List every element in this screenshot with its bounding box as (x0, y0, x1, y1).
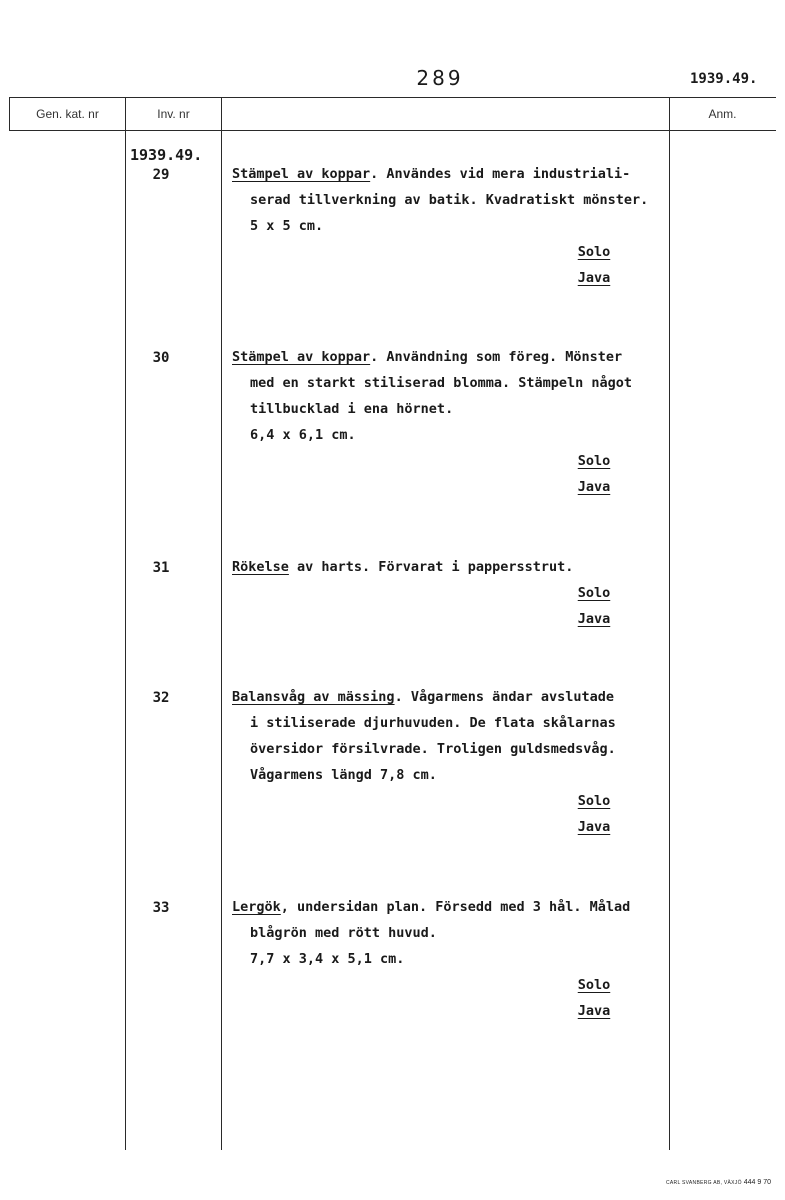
entry-text-line: blågrön med rött huvud. (250, 925, 437, 941)
entry-title: Balansvåg av mässing (232, 689, 395, 705)
form-code: 444 9 70 (743, 1179, 771, 1186)
entry-text: , undersidan plan. Försedd med 3 hål. Målad (280, 899, 631, 915)
entry-region: Java (577, 1003, 611, 1019)
column-header-gen-kat-nr: Gen. kat. nr (36, 107, 99, 121)
entry-text-line: med en starkt stiliserad blomma. Stämpeln något (250, 375, 633, 391)
entry-text-line: 6,4 x 6,1 cm. (250, 427, 356, 443)
page-number: 289 (416, 66, 464, 90)
entry-title: Lergök (232, 899, 281, 915)
entry-region: Java (577, 270, 611, 286)
entry-text-line: i stiliserade djurhuvuden. De flata skålarnas (250, 715, 616, 731)
entry-text-line: Vågarmens längd 7,8 cm. (250, 767, 437, 783)
entry-title: Stämpel av koppar (232, 349, 371, 365)
entry-region: Java (577, 611, 611, 627)
entry-place: Solo (577, 244, 611, 260)
column-divider-gen-inv (125, 97, 126, 1150)
entry-text-line: översidor försilvrade. Troligen guldsmedsvåg. (250, 741, 616, 757)
entry-text-line: tillbucklad i ena hörnet. (250, 401, 454, 417)
column-header-anm: Anm. (708, 107, 737, 121)
entry-text: . Användes vid mera industriali- (370, 166, 631, 182)
column-header-inv-nr: Inv. nr (157, 107, 190, 121)
entry-text: . Vågarmens ändar avslutade (394, 689, 615, 705)
entry-text-line: serad tillverkning av batik. Kvadratiskt mönster. (250, 192, 649, 208)
inventory-number: 32 (152, 690, 170, 706)
inventory-number: 30 (152, 350, 170, 366)
entry-place: Solo (577, 585, 611, 601)
entry-region: Java (577, 479, 611, 495)
entry-text: av harts. Förvarat i pappersstrut. (288, 559, 574, 575)
inventory-number: 33 (152, 900, 170, 916)
entry-description (232, 344, 672, 495)
column-divider-text-anm (669, 97, 670, 1150)
entry-text-line: 5 x 5 cm. (250, 218, 324, 234)
entry-text: . Användning som föreg. Mönster (370, 349, 623, 365)
inventory-number: 29 (152, 167, 170, 183)
printer-imprint (666, 1179, 771, 1186)
inventory-year-mark: 1939.49. (130, 146, 203, 164)
header-year-reference: 1939.49. (690, 71, 758, 87)
entry-description (232, 161, 672, 286)
entry-description (232, 554, 672, 627)
entry-title: Stämpel av koppar (232, 166, 371, 182)
entry-description (232, 684, 672, 835)
entry-text-line: 7,7 x 3,4 x 5,1 cm. (250, 951, 405, 967)
inventory-number: 31 (152, 560, 170, 576)
entry-description (232, 894, 672, 1019)
entry-place: Solo (577, 453, 611, 469)
entry-place: Solo (577, 977, 611, 993)
column-divider-inv-text (221, 97, 222, 1150)
entry-title: Rökelse (232, 559, 289, 575)
printer-name: CARL SVANBERG AB, VÄXJÖ (665, 1180, 742, 1186)
entry-region: Java (577, 819, 611, 835)
entry-place: Solo (577, 793, 611, 809)
